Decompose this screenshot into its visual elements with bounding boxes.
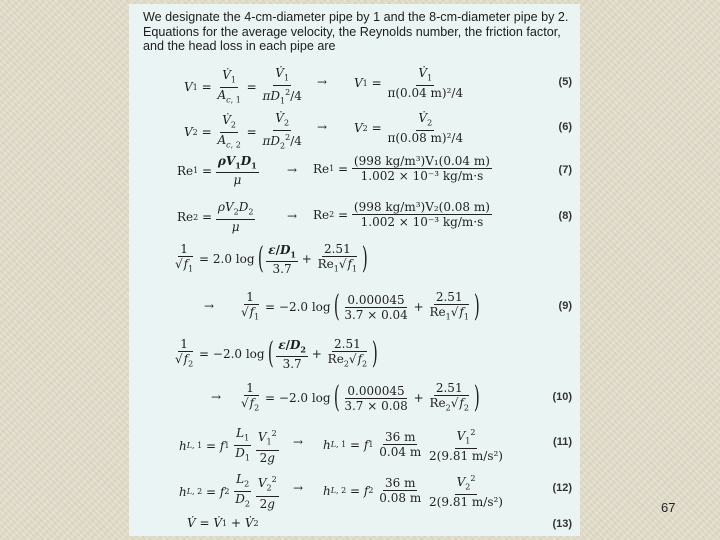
roughness-denominator: 3.7 × 0.04 bbox=[344, 307, 408, 322]
roughness-denominator: 3.7 × 0.08 bbox=[344, 398, 408, 413]
roughness: 0.000045 bbox=[347, 383, 405, 398]
gravity-term: 2(9.81 m/s²) bbox=[429, 495, 503, 510]
coefficient: −2.0 bbox=[278, 300, 309, 315]
page-number: 67 bbox=[661, 500, 676, 515]
coefficient: 2.51 bbox=[323, 242, 351, 256]
coefficient: 2.0 bbox=[212, 252, 232, 267]
area-1: π(0.04 m)²/4 bbox=[387, 86, 464, 101]
diameter-2: 0.08 m bbox=[379, 491, 422, 506]
coefficient: −2.0 bbox=[278, 391, 309, 406]
coefficient: −2.0 bbox=[212, 347, 243, 362]
intro-line: and the head loss in each pipe are bbox=[143, 39, 336, 53]
intro-line: Equations for the average velocity, the Reynolds number, the friction factor, bbox=[143, 24, 561, 39]
equation-number: (7) bbox=[558, 164, 572, 176]
equation-number: (5) bbox=[558, 76, 572, 88]
equation-number: (11) bbox=[553, 436, 572, 448]
equation-number: (6) bbox=[558, 121, 572, 133]
coefficient: 2.51 bbox=[334, 337, 361, 351]
coefficient: 2.51 bbox=[435, 381, 463, 395]
equation-number: (8) bbox=[558, 210, 572, 222]
intro-line: We designate the 4-cm-diameter pipe by 1 and the 8-cm-diameter pipe by 2. bbox=[143, 10, 569, 24]
viscosity: 1.002 × 10⁻³ kg/m·s bbox=[360, 169, 484, 183]
roughness: 0.000045 bbox=[347, 292, 405, 307]
rho-v-d-2: (998 kg/m³)V₂(0.08 m) bbox=[353, 200, 490, 214]
equation-number: (12) bbox=[552, 482, 572, 494]
pipe-length: 36 m bbox=[385, 430, 416, 445]
gravity-term: 2(9.81 m/s²) bbox=[429, 449, 503, 464]
equation-number: (9) bbox=[558, 300, 572, 312]
rho-v-d-1: (998 kg/m³)V₁(0.04 m) bbox=[353, 154, 490, 168]
equation-number: (13) bbox=[552, 518, 572, 530]
pipe-length: 36 m bbox=[385, 476, 416, 491]
textbook-page: We designate the 4-cm-diameter pipe by 1 and the 8-cm-diameter pipe by 2. Equations for the average velocity, the Reynolds number, the friction factor, and the head loss in each pipe are V 1 = $V̇_1$ $A_{c, 1}$ = $V̇_1$ $\pi D_1^2/4$ → V 1 = $V̇_1$ π(0.04 m)²/4 (5) V 2 = $V̇_2$ $A_{c, 2}$ = $V̇_2$ $\pi D_2^2/4$ → V 2 = $V̇_2$ π(0.08 m)²/4 (6) Re 1 = $\rho V_1D_1$ μ → Re 1 = (998 kg/m³)V₁(0.04 m) 1.002 × 10⁻³ kg/m·s (7) Re 2 = $\rho V_2D_2$ μ → Re 2 = (998 kg/m³)V₂(0.08 m) 1.002 × 10⁻³ kg/m·s (8) 1 $√f_1$ = 2.0 log ( $\varepsilon/D_1$ 3.7 + 2.51 $Re_1√f_1$ ) → 1 $√f_1$ = −2.0 log ( 0.000045 3.7 × 0.04 + 2.51 $Re_1√f_1$ ) (9) 1 $√f_2$ = −2.0 log ( $\varepsilon/D_2$ 3.7 + 2.51 $Re_2√f_2$ ) → 1 $√f_2$ = −2.0 log ( 0.000045 3.7 × 0.08 + 2.51 $Re_2√f_2$ ) (10) h L, 1 = f 1 $L_1$ $D_1$ $V_1^2$ 2g → h L, 1 = f 1 36 m 0.04 m $V_1^2$ 2(9.81 m/s²) (11) h L, 2 = f 2 $L_2$ $D_2$ $V_2^2$ 2g → h L, 2 = f 2 36 m 0.08 m $V_2^2$ 2(9.81 m/s²) (12) V̇ = V̇ 1 + V̇ 2 (13) bbox=[129, 4, 580, 536]
intro-paragraph bbox=[143, 10, 573, 54]
coefficient: 2.51 bbox=[435, 290, 463, 304]
diameter-1: 0.04 m bbox=[379, 445, 422, 460]
viscosity: 1.002 × 10⁻³ kg/m·s bbox=[360, 215, 484, 229]
area-2: π(0.08 m)²/4 bbox=[387, 131, 464, 146]
equation-number: (10) bbox=[552, 391, 572, 403]
